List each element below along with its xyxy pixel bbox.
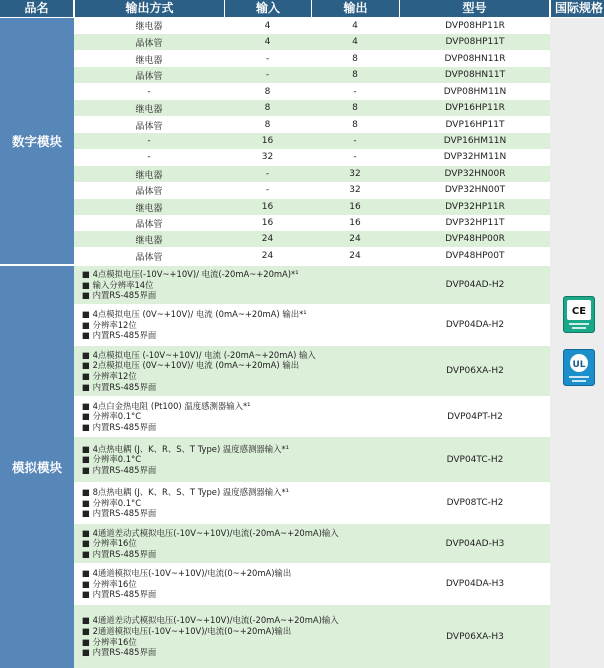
cell-model: DVP16HP11R	[445, 103, 505, 113]
table-row	[74, 133, 550, 149]
description-line: ■ 内置RS-485界面	[82, 548, 157, 559]
cell-model: DVP32HM11N	[443, 152, 507, 162]
cell-output-type: 晶体管	[135, 38, 163, 49]
cell-input: 4	[264, 37, 271, 47]
cell-output-type: 晶体管	[135, 71, 163, 82]
cell-output-type: -	[147, 87, 151, 97]
table-row	[74, 117, 550, 133]
description-line: ■ 分辨率16位	[82, 636, 137, 647]
cell-model: DVP32HP11R	[445, 202, 505, 212]
cell-model: DVP04AD-H2	[445, 280, 505, 290]
description-line: ■ 分辨率0.1°C	[82, 411, 142, 422]
cell-output: 32	[349, 169, 361, 179]
header-output-type: 输出方式	[75, 0, 225, 17]
cell-input: 4	[264, 20, 271, 31]
table-row	[74, 215, 550, 231]
cell-model: DVP04TC-H2	[446, 454, 504, 465]
table-row	[74, 67, 550, 83]
category-analog: 模拟模块	[0, 266, 74, 668]
description-line: ■ 输入分辨率14位	[82, 279, 154, 290]
table-row	[74, 199, 550, 215]
description-line: ■ 4点模拟电压 (-10V~+10V)/ 电流 (-20mA~+20mA) 输入	[82, 349, 316, 360]
description-line: ■ 4通道差动式模拟电压(-10V~+10V)/电流(-20mA~+20mA)输入	[82, 527, 339, 538]
description-line: ■ 分辨率12位	[82, 371, 137, 381]
description-line: ■ 4点热电耦 (J、K、R、S、T Type) 温度感测器输入*¹	[82, 443, 290, 454]
description-line: ■ 内置RS-485界面	[82, 330, 157, 341]
description-line: ■ 内置RS-485界面	[82, 464, 157, 475]
cell-model: DVP32HN00R	[444, 169, 506, 179]
description-line: ■ 4点模拟电压 (0V~+10V)/ 电流 (0mA~+20mA) 输出*¹	[82, 309, 307, 320]
cell-model: DVP06XA-H3	[446, 631, 504, 642]
description-line: ■ 8点热电耦 (J、K、R、S、T Type) 温度感测器输入*¹	[82, 487, 290, 498]
cell-output: 32	[349, 185, 361, 195]
header-output: 输出	[312, 0, 400, 17]
cell-model: DVP08HP11T	[445, 37, 505, 47]
table-row	[74, 524, 550, 563]
cell-input: 32	[261, 152, 274, 162]
description-line: ■ 4通道模拟电压(-10V~+10V)/电流(0~+20mA)输出	[82, 568, 292, 579]
cell-output-type: 继电器	[135, 55, 163, 66]
cell-model: DVP48HP00R	[445, 234, 505, 244]
svg-text:CE: CE	[571, 306, 587, 317]
cell-input: 16	[261, 136, 274, 146]
ul-listed-icon	[563, 349, 595, 386]
header-product-name: 品名	[0, 0, 74, 17]
cell-output-type: 继电器	[135, 104, 163, 115]
cell-input: 24	[261, 234, 274, 244]
cell-description	[75, 266, 397, 304]
table-row	[74, 100, 550, 116]
table-row	[74, 84, 550, 100]
cell-output: 4	[352, 20, 358, 31]
category-digital: 数字模块	[0, 18, 74, 264]
table-row	[74, 34, 550, 50]
description-line: ■ 分辨率12位	[82, 319, 137, 330]
cell-input: 16	[261, 202, 274, 212]
cell-model: DVP04PT-H2	[447, 411, 503, 422]
description-line: ■ 2通道模拟电压(-10V~+10V)/电流(0~+20mA)输出	[82, 625, 292, 636]
cell-model: DVP32HP11T	[445, 218, 505, 228]
cell-model: DVP48HP00T	[445, 251, 505, 261]
cell-output: 24	[349, 251, 361, 261]
cell-model: DVP04DA-H2	[445, 320, 505, 330]
description-line: ■ 2点模拟电压 (0V~+10V)/ 电流 (0mA~+20mA) 输出	[82, 360, 300, 371]
cell-output-type: 继电器	[135, 235, 163, 246]
table-row	[74, 248, 550, 264]
cell-output-type: 继电器	[135, 170, 163, 181]
description-line: ■ 内置RS-485界面	[82, 290, 157, 301]
cell-input: -	[265, 54, 270, 64]
cell-model: DVP08TC-H2	[446, 498, 504, 508]
cell-model: DVP04DA-H3	[445, 579, 505, 589]
cell-description	[75, 483, 397, 523]
description-line: ■ 内置RS-485界面	[82, 647, 157, 658]
cell-description	[75, 524, 397, 563]
cell-output: -	[353, 152, 357, 162]
header-model: 型号	[400, 0, 550, 17]
cell-output: -	[353, 87, 357, 97]
cell-output-type: -	[147, 136, 151, 146]
cell-input: -	[265, 169, 270, 179]
table-row	[74, 605, 550, 668]
cell-output: 4	[352, 37, 358, 47]
header-input: 输入	[225, 0, 312, 17]
description-line: ■ 分辨率0.1°C	[82, 497, 142, 508]
cell-model: DVP32HN00T	[444, 185, 506, 195]
table-row	[74, 305, 550, 345]
cell-output-type: -	[147, 152, 151, 162]
cell-output: 16	[349, 218, 361, 228]
cell-output-type: 继电器	[135, 203, 163, 214]
cell-description	[75, 437, 397, 482]
table-row	[74, 166, 550, 182]
table-row	[74, 437, 550, 482]
cell-output: 8	[352, 103, 358, 113]
cell-description	[75, 605, 397, 668]
cell-model: DVP16HP11T	[445, 120, 505, 130]
description-line: ■ 内置RS-485界面	[82, 589, 157, 600]
cell-model: DVP08HN11R	[444, 54, 506, 64]
cell-output-type: 继电器	[135, 22, 163, 32]
cell-model: DVP08HP11R	[445, 20, 505, 31]
svg-text:UL: UL	[572, 360, 586, 370]
description-line: ■ 分辨率16位	[82, 538, 137, 549]
cell-model: DVP04AD-H3	[445, 538, 505, 549]
description-line: ■ 内置RS-485界面	[82, 508, 157, 519]
cell-description	[75, 397, 397, 436]
description-line: ■ 分辨率16位	[82, 578, 137, 589]
table-row	[74, 397, 550, 436]
cell-input: 8	[264, 120, 271, 130]
table-row	[74, 266, 550, 304]
cell-model: DVP08HN11T	[444, 70, 506, 80]
table-row	[74, 564, 550, 604]
cell-description	[75, 305, 397, 345]
description-line: ■ 分辨率0.1°C	[82, 454, 142, 465]
cell-input: 16	[261, 218, 274, 228]
table-row	[74, 483, 550, 523]
description-line: ■ 4通道差动式模拟电压(-10V~+10V)/电流(-20mA~+20mA)输入	[82, 615, 339, 626]
certification-column	[550, 18, 604, 668]
cell-output: 24	[349, 234, 361, 244]
cell-output: 8	[352, 70, 358, 80]
cell-model: DVP08HM11N	[443, 87, 507, 97]
cell-output-type: 晶体管	[135, 186, 163, 197]
cell-input: 24	[261, 251, 274, 261]
description-line: ■ 内置RS-485界面	[82, 381, 157, 392]
cell-input: 8	[264, 87, 271, 97]
cell-model: DVP06XA-H2	[446, 366, 504, 376]
cell-output: 8	[352, 120, 358, 130]
table-row	[74, 51, 550, 67]
cell-input: 8	[264, 103, 271, 113]
cell-output: 16	[349, 202, 361, 212]
cell-model: DVP16HM11N	[443, 136, 507, 146]
description-line: ■ 4点模拟电压(-10V~+10V)/ 电流(-20mA~+20mA)*¹	[82, 269, 299, 280]
cell-output-type: 晶体管	[135, 121, 163, 132]
cell-output: -	[353, 136, 357, 146]
table-row	[74, 231, 550, 247]
table-row	[74, 346, 550, 396]
table-row	[74, 182, 550, 198]
ce-mark-icon	[563, 296, 595, 333]
table-row	[74, 18, 550, 33]
description-line: ■ 4点白金热电阻 (Pt100) 温度感测器输入*¹	[82, 400, 251, 411]
table-row	[74, 149, 550, 165]
cell-output-type: 晶体管	[135, 219, 163, 230]
cell-input: -	[265, 185, 270, 195]
cell-output-type: 晶体管	[135, 252, 163, 263]
cell-description	[75, 564, 397, 604]
cell-input: -	[265, 70, 270, 80]
header-standard: 国际规格	[551, 0, 604, 17]
description-line: ■ 内置RS-485界面	[82, 421, 157, 432]
cell-output: 8	[352, 54, 358, 64]
cell-description	[75, 346, 397, 396]
